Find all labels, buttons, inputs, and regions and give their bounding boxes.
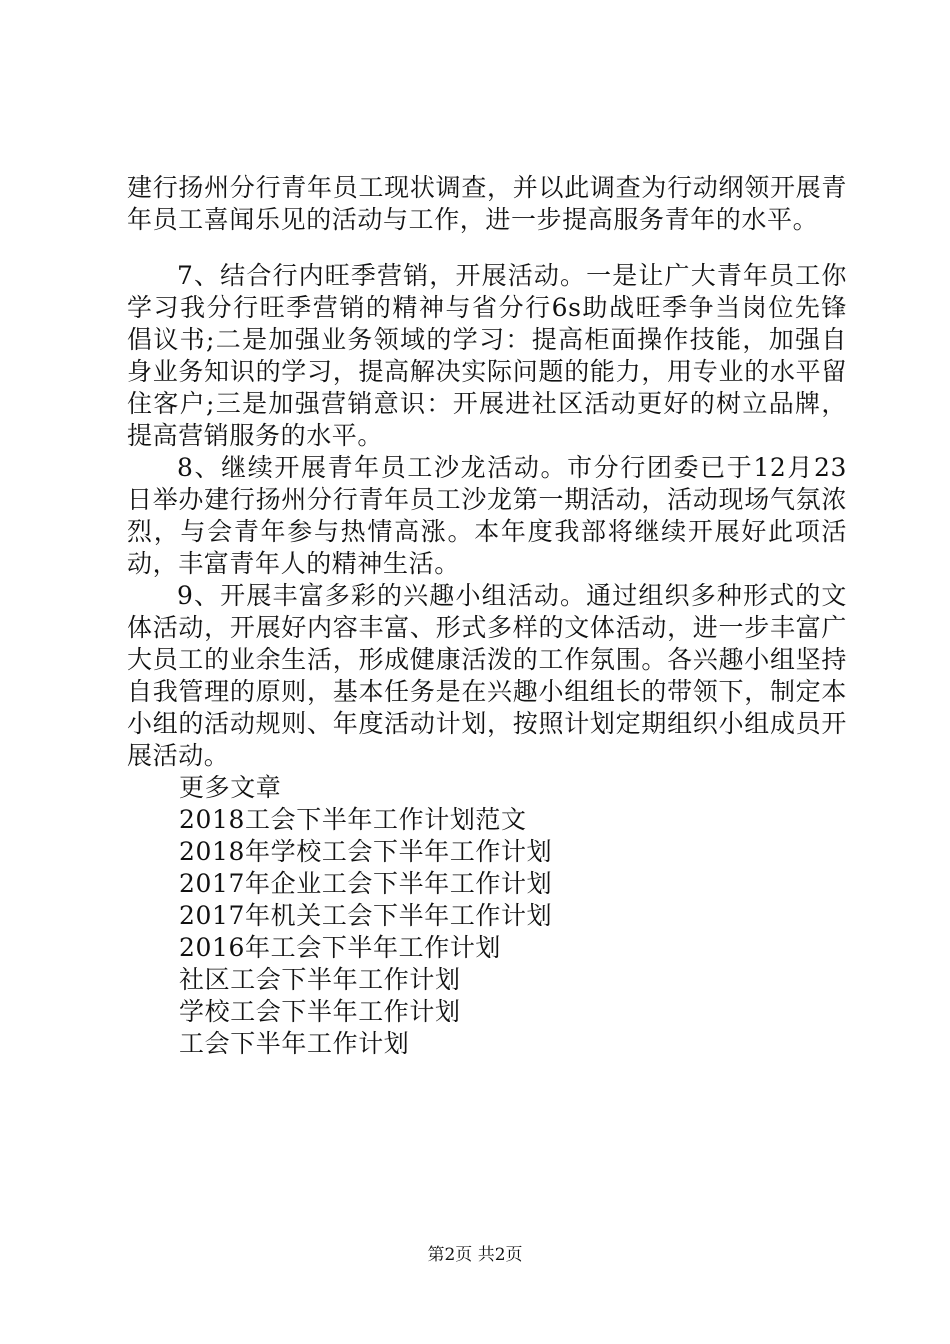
article-link[interactable]: 学校工会下半年工作计划 [179,997,461,1026]
article-link[interactable]: 2017年企业工会下半年工作计划 [179,869,553,898]
intro-paragraph: 建行扬州分行青年员工现状调查，并以此调查为行动纲领开展青年员工喜闻乐见的活动与工作，进一步提高服务青年的水平。 [127,173,847,234]
article-link[interactable]: 社区工会下半年工作计划 [179,965,461,994]
more-articles-heading: 更多文章 [179,773,282,802]
paragraph-item-8: 8、继续开展青年员工沙龙活动。市分行团委已于12月23日举办建行扬州分行青年员工沙龙第一期活动，活动现场气氛浓烈，与会青年参与热情高涨。本年度我部将继续开展好此项活动，丰富青年人的精神生活。 [127,453,847,578]
paragraph-item-9: 9、开展丰富多彩的兴趣小组活动。通过组织多种形式的文体活动，开展好内容丰富、形式多样的文体活动，进一步丰富广大员工的业余生活，形成健康活泼的工作氛围。各兴趣小组坚持自我管理的原则，基本任务是在兴趣小组组长的带领下，制定本小组的活动规则、年度活动计划，按照计划定期组织小组成员开展活动。 [127,581,847,770]
more-articles-list [127,804,847,1060]
paragraph-gap [127,236,847,260]
article-link[interactable]: 2016年工会下半年工作计划 [179,933,502,962]
article-link[interactable]: 2017年机关工会下半年工作计划 [179,901,553,930]
article-link[interactable]: 2018年学校工会下半年工作计划 [179,837,553,866]
document-body [127,172,847,1060]
paragraph-item-7: 7、结合行内旺季营销，开展活动。一是让广大青年员工你学习我分行旺季营销的精神与省分行6s助战旺季争当岗位先锋倡议书;二是加强业务领域的学习：提高柜面操作技能，加强自身业务知识的学习，提高解决实际问题的能力，用专业的水平留住客户;三是加强营销意识：开展进社区活动更好的树立品牌，提高营销服务的水平。 [127,261,847,450]
page-number: 第2页 共2页 [427,1245,523,1265]
article-link[interactable]: 2018工会下半年工作计划范文 [179,805,527,834]
page-footer [0,1245,950,1265]
article-link[interactable]: 工会下半年工作计划 [179,1029,410,1058]
